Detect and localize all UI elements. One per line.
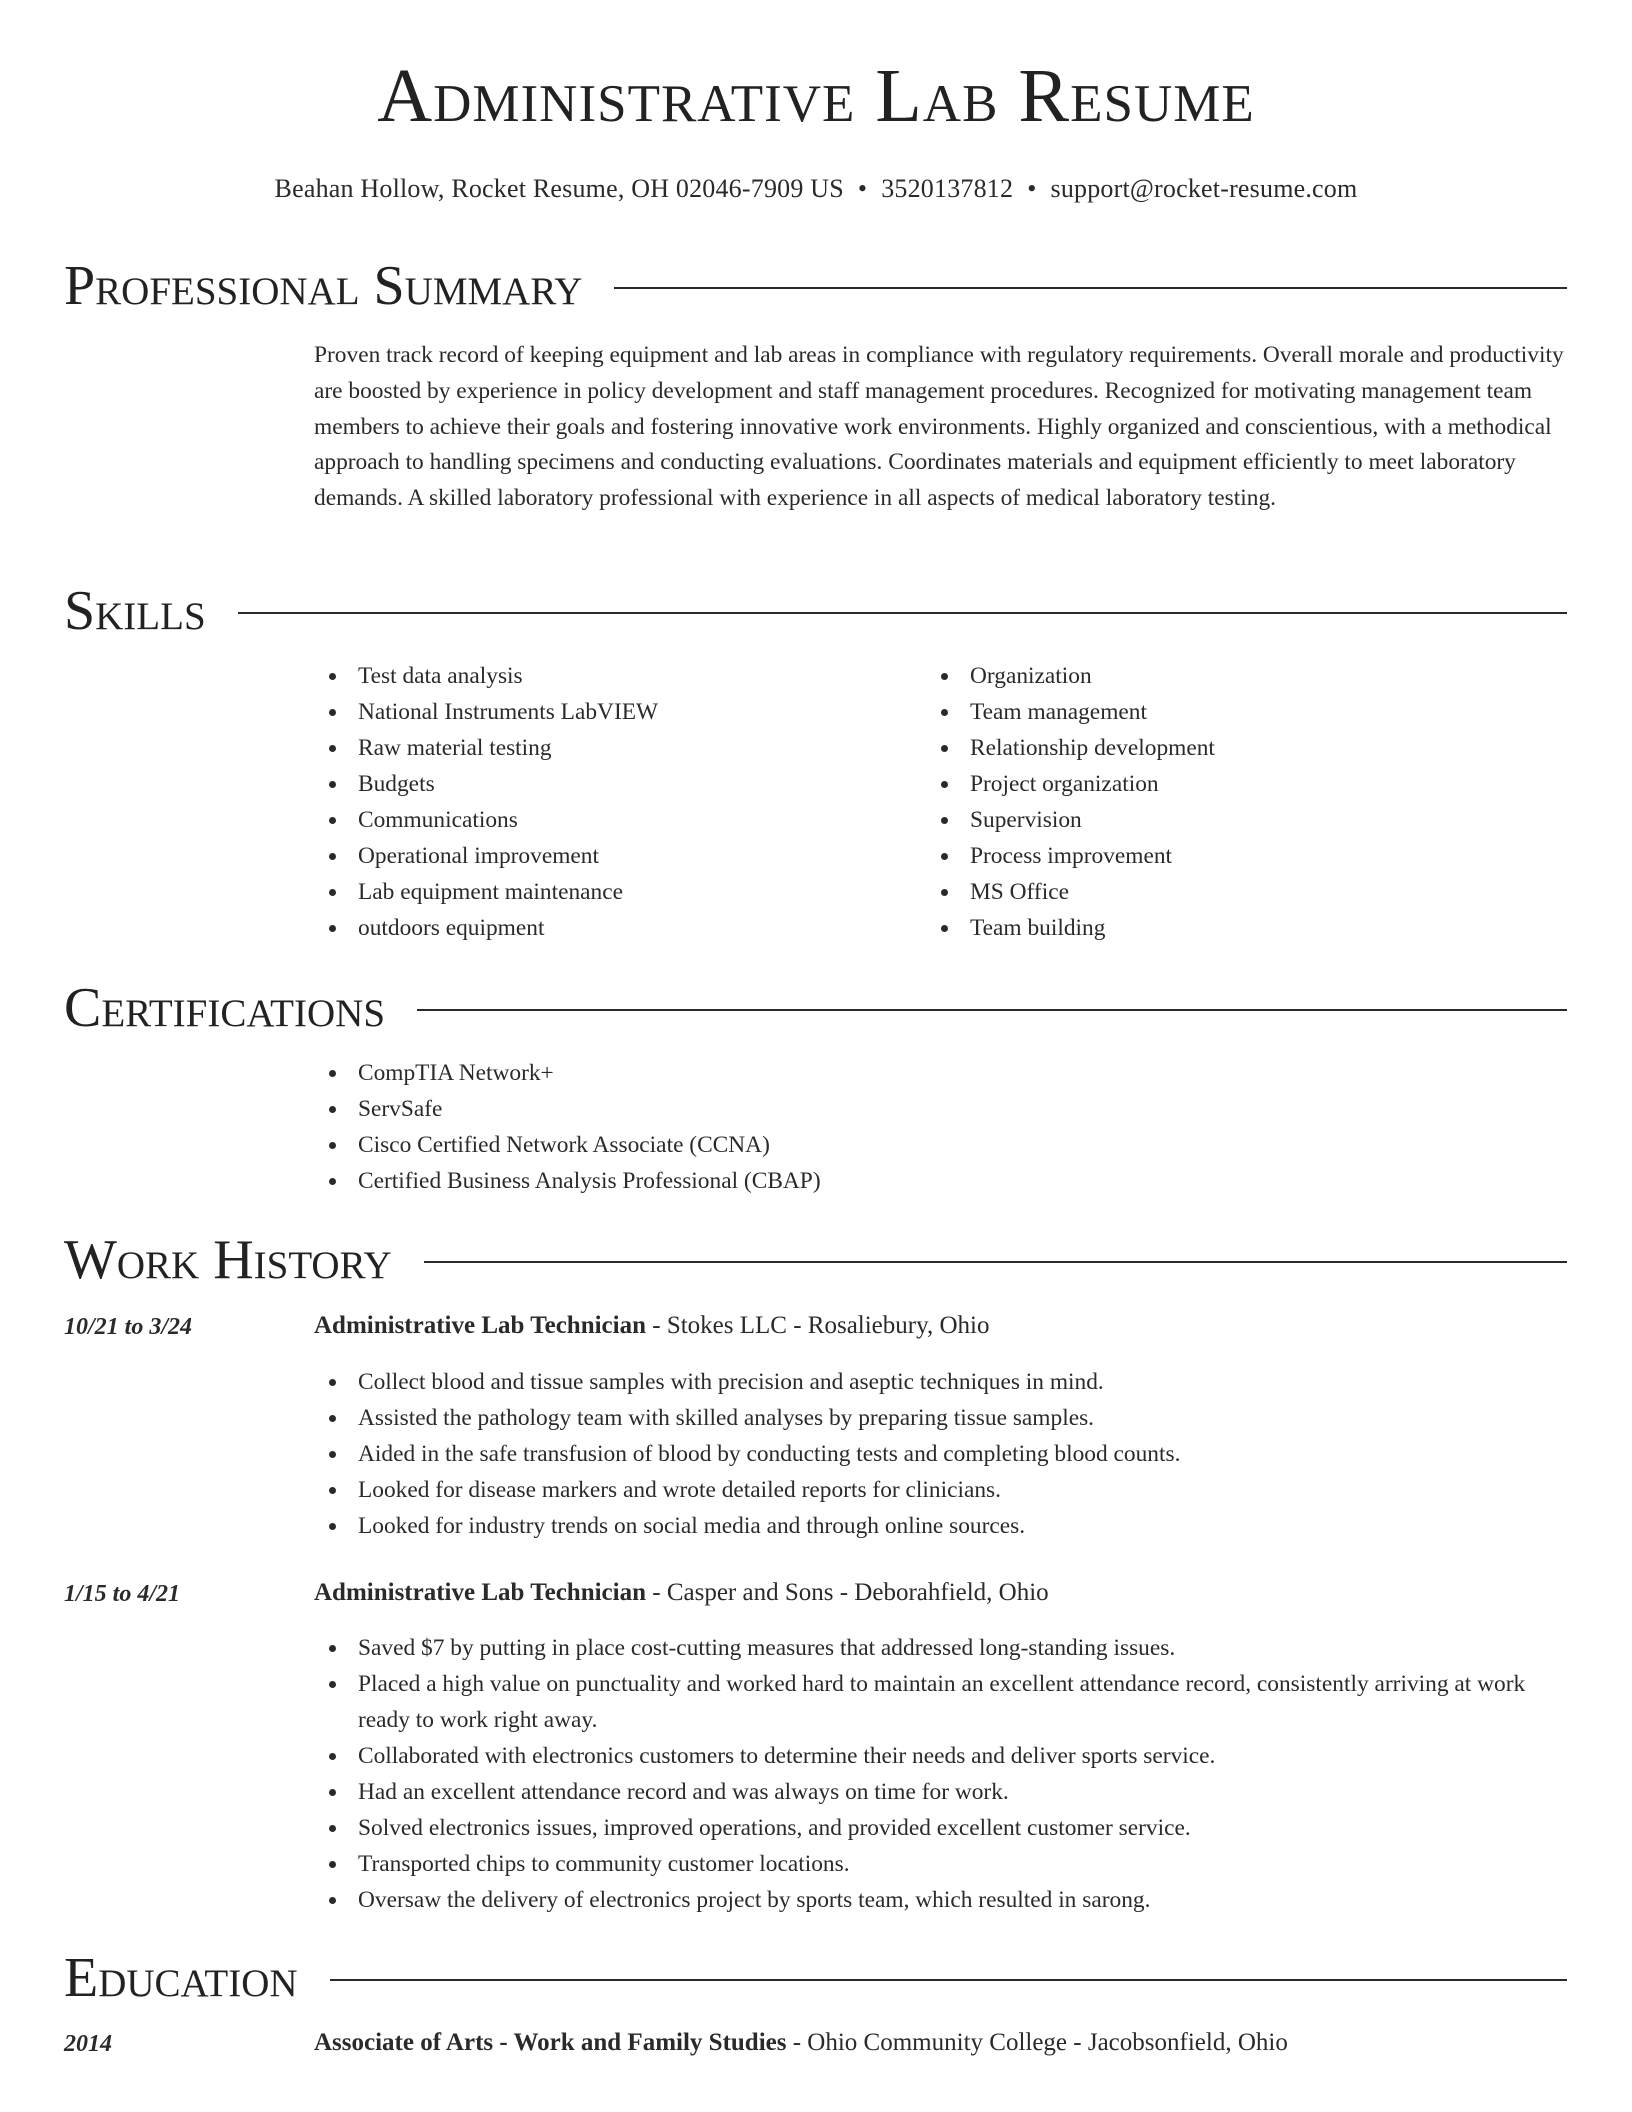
job-bullet: Collaborated with electronics customers to determine their needs and deliver sports service.: [314, 1738, 1568, 1774]
certifications-list: [314, 1055, 821, 1199]
section-title-education: Education: [64, 1947, 298, 2009]
job-bullet: Aided in the safe transfusion of blood by conducting tests and completing blood counts.: [314, 1436, 1180, 1472]
skill-item: Lab equipment maintenance: [314, 874, 658, 910]
job-bullet: Had an excellent attendance record and was always on time for work.: [314, 1774, 1568, 1810]
job-bullet: Saved $7 by putting in place cost-cutting measures that addressed long-standing issues.: [314, 1630, 1568, 1666]
skill-item: Supervision: [926, 802, 1215, 838]
skill-item: Raw material testing: [314, 730, 658, 766]
education-school-location: - Ohio Community College - Jacobsonfield, Ohio: [786, 2029, 1288, 2056]
contact-separator: •: [1027, 174, 1037, 203]
job-heading: [314, 1580, 1049, 1605]
certification-item: ServSafe: [314, 1091, 821, 1127]
education-degree: Associate of Arts - Work and Family Studies: [314, 2029, 787, 2056]
section-header-skills: [64, 580, 1567, 642]
skill-item: Team management: [926, 694, 1215, 730]
skill-item: Team building: [926, 910, 1215, 946]
job-bullet: Solved electronics issues, improved operations, and provided excellent customer service.: [314, 1810, 1568, 1846]
certification-item: CompTIA Network+: [314, 1055, 821, 1091]
job-title: Administrative Lab Technician: [314, 1579, 646, 1606]
job-employer-location: - Casper and Sons - Deborahfield, Ohio: [646, 1579, 1049, 1606]
section-title-certifications: Certifications: [64, 977, 386, 1039]
skill-item: MS Office: [926, 874, 1215, 910]
job-bullet: Oversaw the delivery of electronics project by sports team, which resulted in sarong.: [314, 1882, 1568, 1918]
job-bullet: Collect blood and tissue samples with precision and aseptic techniques in mind.: [314, 1364, 1180, 1400]
skill-item: Process improvement: [926, 838, 1215, 874]
job-bullets: [314, 1364, 1180, 1544]
section-title-skills: Skills: [64, 580, 206, 642]
job-bullet: Looked for disease markers and wrote detailed reports for clinicians.: [314, 1472, 1180, 1508]
job-bullet: Placed a high value on punctuality and worked hard to maintain an excellent attendance record, consistently arriving at work ready to work right away.: [314, 1666, 1568, 1738]
skills-list-left: [314, 658, 658, 946]
section-header-certifications: [64, 977, 1567, 1039]
contact-address: Beahan Hollow, Rocket Resume, OH 02046-7909 US: [274, 174, 844, 203]
certification-item: Cisco Certified Network Associate (CCNA): [314, 1127, 821, 1163]
section-title-work-history: Work History: [64, 1229, 392, 1291]
job-bullet: Transported chips to community customer locations.: [314, 1846, 1568, 1882]
section-header-work-history: [64, 1229, 1567, 1291]
certification-item: Certified Business Analysis Professional (CBAP): [314, 1163, 821, 1199]
job-bullet: Assisted the pathology team with skilled analyses by preparing tissue samples.: [314, 1400, 1180, 1436]
skills-list-right: [926, 658, 1215, 946]
education-year: 2014: [64, 2031, 112, 2057]
skill-item: Communications: [314, 802, 658, 838]
job-heading: [314, 1313, 989, 1338]
job-title: Administrative Lab Technician: [314, 1312, 646, 1339]
section-divider: [417, 1009, 1567, 1011]
section-divider: [330, 1979, 1567, 1981]
skill-item: Relationship development: [926, 730, 1215, 766]
contact-phone: 3520137812: [881, 174, 1014, 203]
skill-item: Budgets: [314, 766, 658, 802]
skill-item: National Instruments LabVIEW: [314, 694, 658, 730]
contact-email: support@rocket-resume.com: [1050, 174, 1358, 203]
resume-title: Administrative Lab Resume: [377, 54, 1255, 138]
section-divider: [424, 1261, 1567, 1263]
job-bullet: Looked for industry trends on social media and through online sources.: [314, 1508, 1180, 1544]
job-employer-location: - Stokes LLC - Rosaliebury, Ohio: [646, 1312, 990, 1339]
contact-separator: •: [857, 174, 868, 203]
skill-item: outdoors equipment: [314, 910, 658, 946]
summary-text: Proven track record of keeping equipment and lab areas in compliance with regulatory requirements. Overall morale and productivity are boosted by experience in policy development and staff management procedures. Recognized for motivating management team members to achieve their goals and fostering innovative work environments. Highly organized and conscientious, with a methodical approach to handling specimens and conducting evaluations. Coordinates materials and equipment efficiently to meet laboratory demands. A skilled laboratory professional with experience in all aspects of medical laboratory testing.: [314, 342, 1564, 512]
skill-item: Operational improvement: [314, 838, 658, 874]
job-dates: 10/21 to 3/24: [64, 1314, 193, 1340]
job-dates: 1/15 to 4/21: [64, 1581, 181, 1607]
education-heading: [314, 2030, 1288, 2055]
section-header-summary: [64, 255, 1567, 317]
skill-item: Organization: [926, 658, 1215, 694]
skill-item: Test data analysis: [314, 658, 658, 694]
contact-line: [0, 176, 1632, 202]
section-header-education: [64, 1947, 1567, 2009]
section-divider: [238, 612, 1567, 614]
skill-item: Project organization: [926, 766, 1215, 802]
section-divider: [614, 287, 1567, 289]
job-bullets: [314, 1630, 1568, 1918]
section-title-summary: Professional Summary: [64, 255, 583, 317]
